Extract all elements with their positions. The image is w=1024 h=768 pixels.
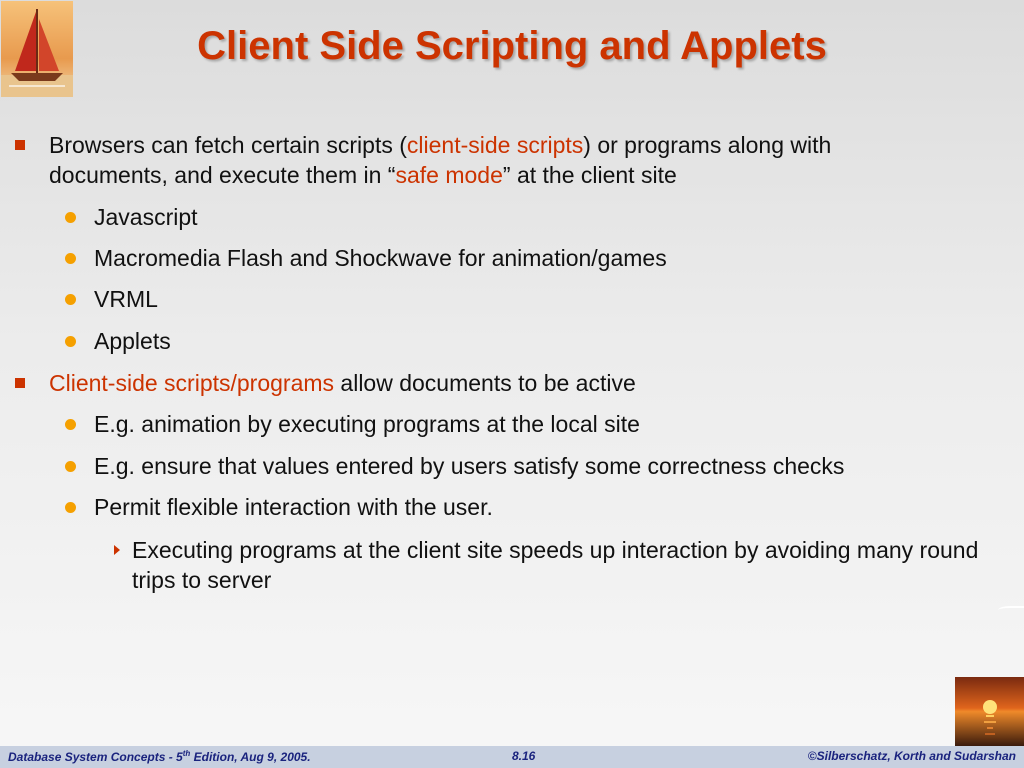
footer-text: Database System Concepts - 5 bbox=[8, 750, 183, 764]
sub-bullet-text: Javascript bbox=[94, 204, 198, 230]
decorative-swoosh bbox=[998, 606, 1024, 614]
footer-sup: th bbox=[182, 749, 191, 758]
bullet-dot-icon bbox=[65, 419, 76, 430]
bullet-triangle-icon bbox=[114, 545, 120, 555]
sunset-image bbox=[955, 677, 1024, 746]
footer-bar bbox=[0, 746, 1024, 768]
bullet-dot-icon bbox=[65, 253, 76, 264]
footer-copyright: ©Silberschatz, Korth and Sudarshan bbox=[807, 749, 1016, 763]
sub-bullet-text: E.g. ensure that values entered by users satisfy some correctness checks bbox=[94, 453, 845, 479]
text-segment: allow documents to be active bbox=[334, 370, 636, 396]
bullet-dot-icon bbox=[65, 502, 76, 513]
highlight-text: client-side scripts bbox=[406, 132, 584, 158]
bullet-square-icon bbox=[15, 140, 25, 150]
footer-text: Edition, Aug 9, 2005. bbox=[190, 750, 311, 764]
sub-bullet-text: VRML bbox=[94, 286, 158, 312]
sub-bullet-text: Macromedia Flash and Shockwave for animation/games bbox=[94, 245, 667, 271]
text-segment: Browsers can fetch certain scripts ( bbox=[49, 132, 407, 158]
sub-bullet-text: Permit flexible interaction with the user. bbox=[94, 494, 493, 520]
bullet-text bbox=[49, 368, 949, 398]
sub-sub-bullet-text: Executing programs at the client site speeds up interaction by avoiding many round trips to server bbox=[132, 537, 979, 593]
bullet-dot-icon bbox=[65, 294, 76, 305]
slide-title: Client Side Scripting and Applets bbox=[197, 24, 827, 68]
footer-book-title bbox=[8, 749, 311, 764]
footer-page-number: 8.16 bbox=[512, 749, 536, 763]
highlight-text: Client-side scripts/programs bbox=[49, 370, 335, 396]
bullet-square-icon bbox=[15, 378, 25, 388]
bullet-dot-icon bbox=[65, 212, 76, 223]
text-segment: ) or programs along with documents, and execute them in “ bbox=[49, 132, 832, 188]
bullet-dot-icon bbox=[65, 336, 76, 347]
text-segment: ” at the client site bbox=[502, 162, 677, 188]
highlight-text: safe mode bbox=[395, 162, 503, 188]
bullet-text bbox=[49, 130, 949, 190]
sub-bullet-text: Applets bbox=[94, 328, 171, 354]
bullet-dot-icon bbox=[65, 461, 76, 472]
sub-bullet-text: E.g. animation by executing programs at the local site bbox=[94, 411, 640, 437]
